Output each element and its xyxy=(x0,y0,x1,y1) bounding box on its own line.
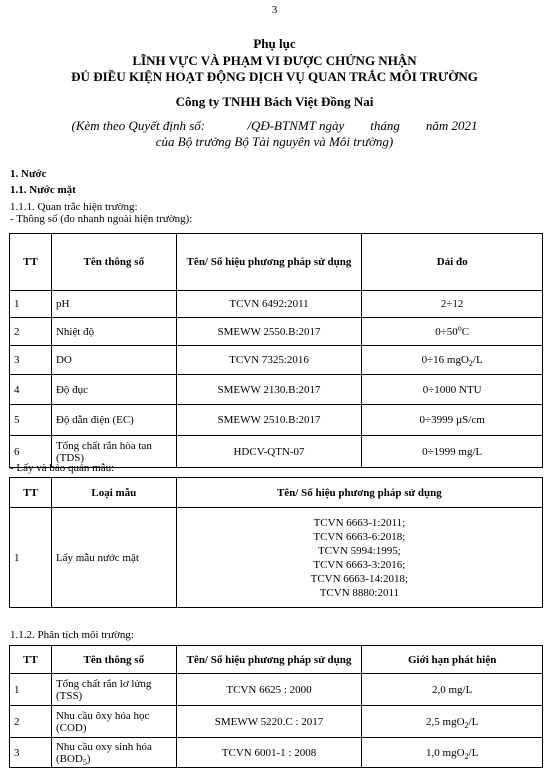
row-range: $0\div 50^oC$ xyxy=(362,318,543,346)
row-limit: 1,0 mgO$_2$/L xyxy=(362,738,543,768)
row-method: SMEWW 2130.B:2017 xyxy=(176,375,362,405)
col-header-param: Tên thông số xyxy=(51,646,176,674)
row-param: Độ đục xyxy=(51,375,176,405)
row-tt: 1 xyxy=(10,674,52,706)
method-line: TCVN 5994:1995; xyxy=(317,544,401,557)
sampling-table xyxy=(9,477,543,608)
decision-line-2: của Bộ trưởng Bộ Tài nguyên và Môi trường) xyxy=(155,134,394,149)
row-range: 0÷1000 NTU xyxy=(362,375,543,405)
table-row xyxy=(10,346,543,375)
method-line: TCVN 6663-3:2016; xyxy=(313,558,406,571)
page-number: 3 xyxy=(271,4,278,16)
row-method: TCVN 6625 : 2000 xyxy=(176,674,362,706)
table-row xyxy=(10,508,543,608)
row-param: pH xyxy=(51,291,176,318)
table-row xyxy=(10,375,543,405)
table-header-row xyxy=(10,234,543,291)
row-tt: 6 xyxy=(10,436,52,468)
method-line: TCVN 6663-6:2018; xyxy=(313,530,406,543)
method-line: TCVN 6663-14:2018; xyxy=(310,572,409,585)
sampling-note: - Lấy và bảo quản mẫu: xyxy=(10,462,115,474)
field-measurement-table xyxy=(9,233,543,468)
row-tt: 1 xyxy=(10,508,52,608)
row-method: SMEWW 5220.C : 2017 xyxy=(176,706,362,738)
row-param: DO xyxy=(51,346,176,375)
section-1-heading: 1. Nước xyxy=(10,168,47,180)
params-note: - Thông số (đo nhanh ngoài hiện trường): xyxy=(10,213,193,225)
row-tt: 2 xyxy=(10,318,52,346)
company-name: Công ty TNHH Bách Việt Đồng Nai xyxy=(175,94,374,109)
row-param: Độ dẫn điện (EC) xyxy=(51,405,176,436)
table-row xyxy=(10,738,543,768)
table-row xyxy=(10,706,543,738)
method-line: TCVN 6663-1:2011; xyxy=(313,516,406,529)
col-header-method: Tên/ Số hiệu phương pháp sử dụng xyxy=(176,234,362,291)
col-header-tt: TT xyxy=(10,646,52,674)
section-1-1-2-heading: 1.1.2. Phân tích môi trường: xyxy=(10,629,134,641)
row-param: Nhu cầu oxy sinh hóa $(BOD_5)$ xyxy=(51,738,176,768)
row-method: SMEWW 2510.B:2017 xyxy=(176,405,362,436)
section-1-1-heading: 1.1. Nước mặt xyxy=(10,184,76,196)
col-header-tt: TT xyxy=(10,478,52,508)
row-param: Nhu cầu ôxy hóa học (COD) xyxy=(51,706,176,738)
table-row xyxy=(10,318,543,346)
row-tt: 3 xyxy=(10,738,52,768)
appendix-heading-line1: LĨNH VỰC VÀ PHẠM VI ĐƯỢC CHỨNG NHẬN xyxy=(132,53,417,68)
col-header-detection-limit: Giới hạn phát hiện xyxy=(362,646,543,674)
row-method: TCVN 6492:2011 xyxy=(176,291,362,318)
col-header-method: Tên/ Số hiệu phương pháp sử dụng xyxy=(176,646,362,674)
row-range: 0÷1999 mg/L xyxy=(362,436,543,468)
appendix-title: Phụ lục xyxy=(253,36,296,51)
row-method: TCVN 6001-1 : 2008 xyxy=(176,738,362,768)
table-row xyxy=(10,674,543,706)
col-header-method: Tên/ Số hiệu phương pháp sử dụng xyxy=(176,478,542,508)
row-tt: 4 xyxy=(10,375,52,405)
row-method: TCVN 7325:2016 xyxy=(176,346,362,375)
appendix-heading-line2: ĐỦ ĐIỀU KIỆN HOẠT ĐỘNG DỊCH VỤ QUAN TRẮC MÔI TRƯỜNG xyxy=(71,69,478,84)
lab-analysis-table xyxy=(9,645,543,768)
row-param: Tổng chất rắn lơ lửng (TSS) xyxy=(51,674,176,706)
col-header-range: Dải đo xyxy=(362,234,543,291)
row-tt: 5 xyxy=(10,405,52,436)
col-header-sample-type: Loại mẫu xyxy=(51,478,176,508)
row-methods xyxy=(176,508,542,608)
row-limit: 2,0 mg/L xyxy=(362,674,543,706)
col-header-tt: TT xyxy=(10,234,52,291)
row-param: Tổng chất rắn hòa tan (TDS) xyxy=(51,436,176,468)
row-method: HDCV-QTN-07 xyxy=(176,436,362,468)
decision-line-1: (Kèm theo Quyết định số: /QĐ-BTNMT ngày tháng năm 2021 xyxy=(71,118,478,133)
table-row xyxy=(10,405,543,436)
col-header-param: Tên thông số xyxy=(51,234,176,291)
method-line: TCVN 8880:2011 xyxy=(319,586,400,599)
row-tt: 1 xyxy=(10,291,52,318)
section-1-1-1-heading: 1.1.1. Quan trắc hiện trường: xyxy=(10,201,138,213)
row-sample-type: Lấy mẫu nước mặt xyxy=(51,508,176,608)
row-tt: 2 xyxy=(10,706,52,738)
table-header-row xyxy=(10,646,543,674)
table-header-row xyxy=(10,478,543,508)
row-method: SMEWW 2550.B:2017 xyxy=(176,318,362,346)
row-limit: 2,5 mgO$_2$/L xyxy=(362,706,543,738)
row-param: Nhiệt độ xyxy=(51,318,176,346)
row-range: 2÷12 xyxy=(362,291,543,318)
row-range: 0÷3999 µS/cm xyxy=(362,405,543,436)
row-tt: 3 xyxy=(10,346,52,375)
table-row xyxy=(10,291,543,318)
row-range: 0÷16 mgO$_2$/L xyxy=(362,346,543,375)
